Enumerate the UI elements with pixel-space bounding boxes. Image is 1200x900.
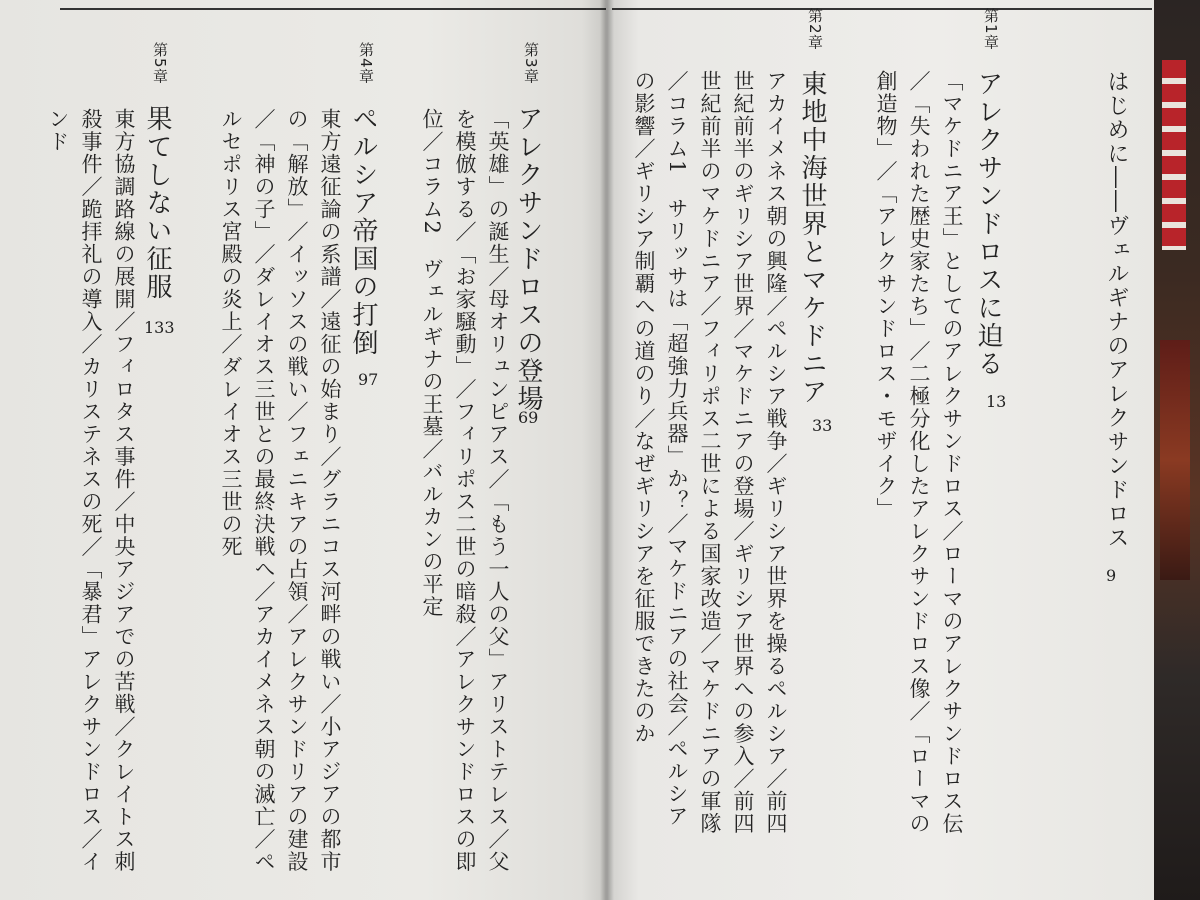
intro-title: はじめに――ヴェルギナのアレクサンドロス <box>1104 70 1129 550</box>
chapter-1-page-number: 13 <box>986 392 1007 411</box>
chapter-3-contents: 「英雄」の誕生／母オリュンピアス／「もう一人の父」アリストテレス／父を模倣する／「お家騒動」／フィリポス二世の暗殺／アレクサンドロスの即位／コラム2 ヴェルギナの王墓／バルカンの平定 <box>420 108 510 873</box>
cover-artwork-edge <box>1160 340 1190 580</box>
chapter-4-label: 第4章 <box>357 42 375 85</box>
top-rule-left <box>60 8 606 10</box>
chapter-3-title: アレクサンドロスの登場 <box>513 105 543 413</box>
chapter-2-title: 東地中海世界とマケドニア <box>797 70 827 406</box>
top-rule-right <box>612 8 1152 10</box>
right-page <box>606 0 1154 900</box>
chapter-5-page-number: 133 <box>144 318 175 337</box>
chapter-4-contents: 東方遠征論の系譜／遠征の始まり／グラニコス河畔の戦い／小アジアの都市の「解放」／イッソスの戦い／フェニキアの占領／アレクサンドリアの建設／「神の子」／ダレイオス三世との最終決戦へ／アカイメネス朝の滅亡／ペルセポリス宮殿の炎上／ダレイオス三世の死 <box>219 108 342 873</box>
chapter-3-page-number: 69 <box>518 408 539 427</box>
chapter-1-label: 第1章 <box>982 8 1000 51</box>
book-gutter <box>600 0 614 900</box>
chapter-2-page-number: 33 <box>812 416 833 435</box>
chapter-2-label: 第2章 <box>806 8 824 51</box>
chapter-4-title: ペルシア帝国の打倒 <box>348 105 378 357</box>
intro-page-number: 9 <box>1106 566 1117 585</box>
chapter-5-contents: 東方協調路線の展開／フィロタス事件／中央アジアでの苦戦／クレイトス刺殺事件／跪拝礼の導入／カリステネスの死／「暴君」アレクサンドロス／インド <box>46 108 136 873</box>
chapter-3-label: 第3章 <box>522 42 540 85</box>
chapter-1-title: アレクサンドロスに迫る <box>973 70 1003 378</box>
chapter-5-label: 第5章 <box>151 42 169 85</box>
chapter-5-title: 果てしない征服 <box>142 105 172 301</box>
chapter-1-contents: 「マケドニア王」としてのアレクサンドロス／ローマのアレクサンドロス伝／「失われた歴史家たち」／二極分化したアレクサンドロス像／「ローマの創造物」／「アレクサンドロス・モザイク」 <box>874 70 964 835</box>
chapter-4-page-number: 97 <box>358 370 379 389</box>
cover-red-stripe <box>1162 60 1186 250</box>
chapter-2-contents: アカイメネス朝の興隆／ペルシア戦争／ギリシア世界を操るペルシア／前四世紀前半のギリシア世界／マケドニアの登場／ギリシア世界への参入／前四世紀前半のマケドニア／フィリポス二世による国家改造／マケドニアの軍隊／コラム1 サリッサは「超強力兵器」か？／マケドニアの社会／ペルシアの影響／ギリシア制覇への道のり／なぜギリシアを征服できたのか <box>632 70 788 835</box>
